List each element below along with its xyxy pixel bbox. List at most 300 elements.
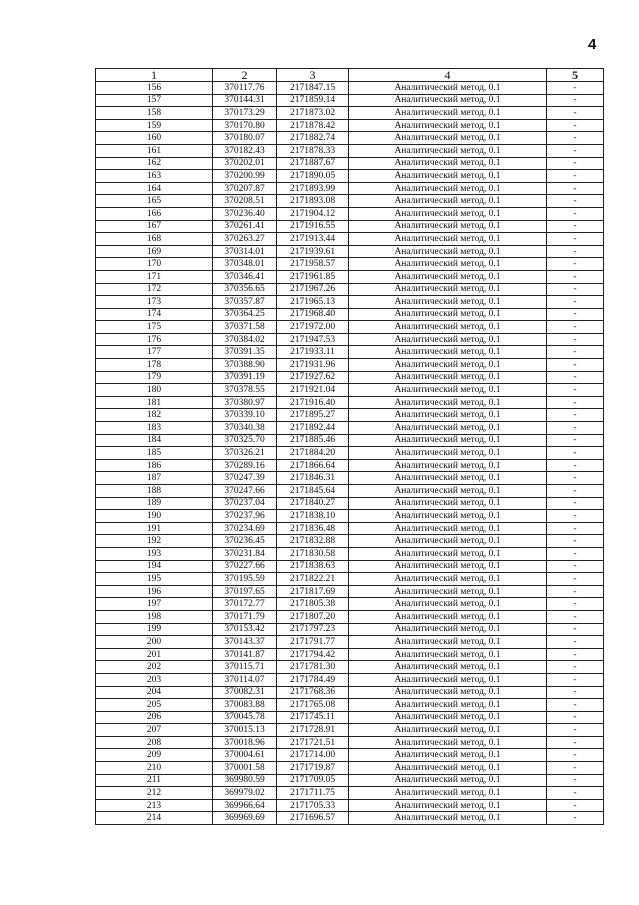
table-cell: 214 [96,812,213,825]
table-cell: - [547,774,604,787]
table-cell: 2171885.46 [277,434,349,447]
table-cell: Аналитический метод, 0.1 [349,623,547,636]
table-cell: 178 [96,359,213,372]
table-cell: - [547,497,604,510]
table-row [96,560,604,573]
table-row [96,283,604,296]
table-cell: 195 [96,573,213,586]
table-cell: 370015.13 [213,724,277,737]
table-cell: Аналитический метод, 0.1 [349,547,547,560]
table-cell: - [547,308,604,321]
table-cell: 2171807.20 [277,610,349,623]
table-cell: 370045.78 [213,711,277,724]
table-cell: - [547,346,604,359]
table-cell: 2171884.20 [277,447,349,460]
table-cell: 370357.87 [213,296,277,309]
table-cell: 370172.77 [213,598,277,611]
table-cell: 370114.07 [213,673,277,686]
table-cell: Аналитический метод, 0.1 [349,573,547,586]
table-cell: 2171913.44 [277,233,349,246]
table-row [96,195,604,208]
table-cell: 370384.02 [213,333,277,346]
table-cell: Аналитический метод, 0.1 [349,774,547,787]
table-cell: 199 [96,623,213,636]
table-cell: 2171859.14 [277,94,349,107]
table-row [96,724,604,737]
table-cell: Аналитический метод, 0.1 [349,459,547,472]
table-cell: Аналитический метод, 0.1 [349,762,547,775]
table-cell: 2171890.05 [277,170,349,183]
table-cell: 2171714.00 [277,749,349,762]
table-cell: 163 [96,170,213,183]
table-cell: 2171931.96 [277,359,349,372]
table-cell: Аналитический метод, 0.1 [349,699,547,712]
table-row [96,648,604,661]
header-cell: 2 [213,69,277,82]
table-row [96,459,604,472]
table-cell: Аналитический метод, 0.1 [349,144,547,157]
table-cell: - [547,119,604,132]
table-cell: 201 [96,648,213,661]
table-cell: 211 [96,774,213,787]
table-cell: 2171873.02 [277,107,349,120]
table-cell: Аналитический метод, 0.1 [349,207,547,220]
table-row [96,132,604,145]
table-cell: 2171887.67 [277,157,349,170]
table-cell: 184 [96,434,213,447]
table-row [96,119,604,132]
table-cell: 2171904.12 [277,207,349,220]
table-cell: 370391.19 [213,371,277,384]
table-cell: 370143.37 [213,636,277,649]
table-cell: 370173.29 [213,107,277,120]
table-cell: 370356.65 [213,283,277,296]
table-cell: 172 [96,283,213,296]
table-row [96,497,604,510]
table-cell: 188 [96,485,213,498]
table-cell: 176 [96,333,213,346]
table-cell: 210 [96,762,213,775]
table-cell: - [547,711,604,724]
table-cell: 2171797.23 [277,623,349,636]
table-cell: - [547,661,604,674]
table-cell: - [547,107,604,120]
table-cell: Аналитический метод, 0.1 [349,283,547,296]
table-cell: 2171947.53 [277,333,349,346]
table-cell: 370200.99 [213,170,277,183]
table-cell: - [547,724,604,737]
table-cell: 202 [96,661,213,674]
table-cell: Аналитический метод, 0.1 [349,497,547,510]
table-cell: 370197.65 [213,585,277,598]
table-cell: - [547,749,604,762]
table-cell: 174 [96,308,213,321]
table-row [96,270,604,283]
table-row [96,396,604,409]
table-row [96,610,604,623]
table-cell: - [547,195,604,208]
table-cell: - [547,598,604,611]
table-row [96,485,604,498]
table-cell: Аналитический метод, 0.1 [349,585,547,598]
table-cell: Аналитический метод, 0.1 [349,485,547,498]
table-row [96,182,604,195]
table-row [96,308,604,321]
table-cell: 370141.87 [213,648,277,661]
table-row [96,535,604,548]
table-cell: Аналитический метод, 0.1 [349,686,547,699]
table-cell: Аналитический метод, 0.1 [349,94,547,107]
table-cell: 196 [96,585,213,598]
table-cell: 168 [96,233,213,246]
table-row [96,422,604,435]
table-cell: - [547,94,604,107]
table-cell: Аналитический метод, 0.1 [349,610,547,623]
table-cell: 2171878.33 [277,144,349,157]
table-cell: 2171711.75 [277,787,349,800]
table-cell: - [547,207,604,220]
table-cell: 173 [96,296,213,309]
table-cell: 370378.55 [213,384,277,397]
table-cell: 157 [96,94,213,107]
table-cell: 208 [96,736,213,749]
table-cell: 198 [96,610,213,623]
table-cell: Аналитический метод, 0.1 [349,346,547,359]
table-cell: 2171838.10 [277,510,349,523]
table-cell: 2171721.51 [277,736,349,749]
table-cell: 2171921.04 [277,384,349,397]
table-cell: 2171719.87 [277,762,349,775]
table-cell: 203 [96,673,213,686]
table-cell: 2171893.99 [277,182,349,195]
table-cell: - [547,270,604,283]
table-cell: - [547,321,604,334]
table-cell: 370227.66 [213,560,277,573]
table-cell: Аналитический метод, 0.1 [349,258,547,271]
table-row [96,321,604,334]
table-cell: 2171927.62 [277,371,349,384]
table-cell: - [547,585,604,598]
table-cell: 2171893.08 [277,195,349,208]
table-cell: Аналитический метод, 0.1 [349,359,547,372]
table-cell: 2171817.69 [277,585,349,598]
table-cell: Аналитический метод, 0.1 [349,157,547,170]
table-cell: - [547,812,604,825]
table-cell: 189 [96,497,213,510]
table-cell: 179 [96,371,213,384]
table-row [96,144,604,157]
table-cell: 171 [96,270,213,283]
table-cell: 2171847.15 [277,82,349,95]
table-row [96,94,604,107]
table-cell: - [547,157,604,170]
table-cell: 191 [96,522,213,535]
table-cell: - [547,573,604,586]
table-cell: - [547,359,604,372]
table-row [96,673,604,686]
table-cell: 175 [96,321,213,334]
table-row [96,258,604,271]
table-row [96,787,604,800]
table-cell: 213 [96,799,213,812]
table-cell: 370234.69 [213,522,277,535]
table-row [96,585,604,598]
table-cell: 187 [96,472,213,485]
table-cell: 2171878.42 [277,119,349,132]
table-row [96,157,604,170]
table-row [96,233,604,246]
table-cell: Аналитический метод, 0.1 [349,333,547,346]
table-cell: 2171791.77 [277,636,349,649]
header-row [96,69,604,82]
table-cell: Аналитический метод, 0.1 [349,673,547,686]
table-cell: 156 [96,82,213,95]
table-cell: 370117.76 [213,82,277,95]
table-row [96,359,604,372]
table-cell: 160 [96,132,213,145]
table-cell: - [547,220,604,233]
table-cell: - [547,623,604,636]
table-row [96,699,604,712]
table-cell: Аналитический метод, 0.1 [349,535,547,548]
table-cell: 180 [96,384,213,397]
table-row [96,598,604,611]
table-cell: 370202.01 [213,157,277,170]
table-cell: - [547,434,604,447]
table-cell: 2171784.49 [277,673,349,686]
table-cell: - [547,510,604,523]
table-cell: - [547,799,604,812]
table-cell: 370018.96 [213,736,277,749]
coordinates-table [95,68,604,825]
table-row [96,749,604,762]
table-cell: Аналитический метод, 0.1 [349,170,547,183]
table-cell: 370391.35 [213,346,277,359]
table-cell: 370314.01 [213,245,277,258]
table-cell: Аналитический метод, 0.1 [349,472,547,485]
table-cell: 370231.84 [213,547,277,560]
table-row [96,762,604,775]
table-cell: 2171882.74 [277,132,349,145]
table-cell: 2171805.38 [277,598,349,611]
table-cell: 370153.42 [213,623,277,636]
table-cell: 2171709.05 [277,774,349,787]
table-cell: Аналитический метод, 0.1 [349,749,547,762]
table-cell: Аналитический метод, 0.1 [349,296,547,309]
table-cell: Аналитический метод, 0.1 [349,308,547,321]
table-row [96,107,604,120]
table-cell: 370236.45 [213,535,277,548]
table-cell: 370237.96 [213,510,277,523]
table-cell: - [547,485,604,498]
table-cell: 369979.02 [213,787,277,800]
table-cell: 370261.41 [213,220,277,233]
table-cell: 2171836.48 [277,522,349,535]
table-cell: 2171967.26 [277,283,349,296]
table-cell: 369966.64 [213,799,277,812]
table-cell: Аналитический метод, 0.1 [349,636,547,649]
table-cell: Аналитический метод, 0.1 [349,724,547,737]
table-row [96,472,604,485]
table-cell: - [547,560,604,573]
table-cell: Аналитический метод, 0.1 [349,799,547,812]
table-cell: - [547,673,604,686]
table-cell: - [547,182,604,195]
table-cell: 369980.59 [213,774,277,787]
table-cell: 204 [96,686,213,699]
table-row [96,686,604,699]
table-cell: 170 [96,258,213,271]
header-cell: 5 [547,69,604,82]
table-cell: 205 [96,699,213,712]
table-row [96,170,604,183]
table-row [96,522,604,535]
table-cell: 2171838.63 [277,560,349,573]
table-row [96,409,604,422]
table-cell: 370348.01 [213,258,277,271]
table-cell: 370339.10 [213,409,277,422]
table-cell: - [547,648,604,661]
table-cell: 370004.61 [213,749,277,762]
table-cell: 165 [96,195,213,208]
table-cell: 2171832.88 [277,535,349,548]
table-cell: 370380.97 [213,396,277,409]
table-cell: 2171846.31 [277,472,349,485]
table-cell: 2171705.33 [277,799,349,812]
table-cell: 370082.31 [213,686,277,699]
table-row [96,774,604,787]
table-cell: - [547,132,604,145]
table-cell: - [547,396,604,409]
table-cell: 2171822.21 [277,573,349,586]
table-cell: - [547,82,604,95]
table-cell: 192 [96,535,213,548]
table-cell: 193 [96,547,213,560]
table-cell: 207 [96,724,213,737]
table-cell: Аналитический метод, 0.1 [349,371,547,384]
table-cell: 370388.90 [213,359,277,372]
table-cell: - [547,547,604,560]
table-row [96,82,604,95]
table-cell: - [547,245,604,258]
table-cell: - [547,409,604,422]
table-cell: Аналитический метод, 0.1 [349,510,547,523]
table-cell: - [547,170,604,183]
table-cell: Аналитический метод, 0.1 [349,119,547,132]
table-cell: 164 [96,182,213,195]
table-cell: - [547,371,604,384]
table-cell: 185 [96,447,213,460]
page-number: 4 [588,36,597,53]
table-cell: 369969.69 [213,812,277,825]
table-cell: 370247.39 [213,472,277,485]
table-cell: Аналитический метод, 0.1 [349,711,547,724]
table-row [96,245,604,258]
table-cell: Аналитический метод, 0.1 [349,195,547,208]
table-cell: 370171.79 [213,610,277,623]
table-row [96,207,604,220]
table-cell: 209 [96,749,213,762]
table-cell: Аналитический метод, 0.1 [349,434,547,447]
table-cell: 370364.25 [213,308,277,321]
table-cell: Аналитический метод, 0.1 [349,648,547,661]
table-cell: 177 [96,346,213,359]
table-cell: 370001.58 [213,762,277,775]
table-cell: 162 [96,157,213,170]
table-cell: 2171794.42 [277,648,349,661]
table-cell: - [547,447,604,460]
table-cell: 169 [96,245,213,258]
table-row [96,384,604,397]
table-cell: 197 [96,598,213,611]
table-cell: 370371.58 [213,321,277,334]
table-cell: 194 [96,560,213,573]
table-row [96,371,604,384]
header-cell: 3 [277,69,349,82]
table-cell: Аналитический метод, 0.1 [349,107,547,120]
table-cell: - [547,384,604,397]
table-cell: 370115.71 [213,661,277,674]
table-cell: 161 [96,144,213,157]
table-cell: 2171961.85 [277,270,349,283]
table-cell: 2171728.91 [277,724,349,737]
table-cell: 2171916.55 [277,220,349,233]
table-row [96,510,604,523]
table-cell: - [547,422,604,435]
table-cell: 159 [96,119,213,132]
table-cell: 2171892.44 [277,422,349,435]
table-cell: 166 [96,207,213,220]
table-cell: 200 [96,636,213,649]
table-cell: 167 [96,220,213,233]
table-cell: - [547,522,604,535]
header-cell: 4 [349,69,547,82]
table-cell: 370083.88 [213,699,277,712]
table-cell: - [547,296,604,309]
table-cell: 2171781.30 [277,661,349,674]
header-cell: 1 [96,69,213,82]
table-cell: 181 [96,396,213,409]
table-cell: Аналитический метод, 0.1 [349,396,547,409]
table-cell: Аналитический метод, 0.1 [349,321,547,334]
table-row [96,346,604,359]
table-row [96,434,604,447]
table-cell: 370170.80 [213,119,277,132]
table-cell: - [547,258,604,271]
table-cell: Аналитический метод, 0.1 [349,132,547,145]
table-cell: 190 [96,510,213,523]
table-cell: - [547,699,604,712]
table-cell: - [547,459,604,472]
table-cell: Аналитический метод, 0.1 [349,736,547,749]
table-cell: Аналитический метод, 0.1 [349,787,547,800]
table-cell: Аналитический метод, 0.1 [349,422,547,435]
table-cell: Аналитический метод, 0.1 [349,245,547,258]
table-cell: - [547,233,604,246]
table-cell: Аналитический метод, 0.1 [349,598,547,611]
table-row [96,296,604,309]
table-cell: - [547,787,604,800]
table-cell: 370247.66 [213,485,277,498]
table-cell: 2171965.13 [277,296,349,309]
table-cell: - [547,535,604,548]
table-row [96,547,604,560]
table-cell: Аналитический метод, 0.1 [349,233,547,246]
table-row [96,736,604,749]
table-cell: - [547,610,604,623]
table-cell: Аналитический метод, 0.1 [349,409,547,422]
table-cell: Аналитический метод, 0.1 [349,522,547,535]
